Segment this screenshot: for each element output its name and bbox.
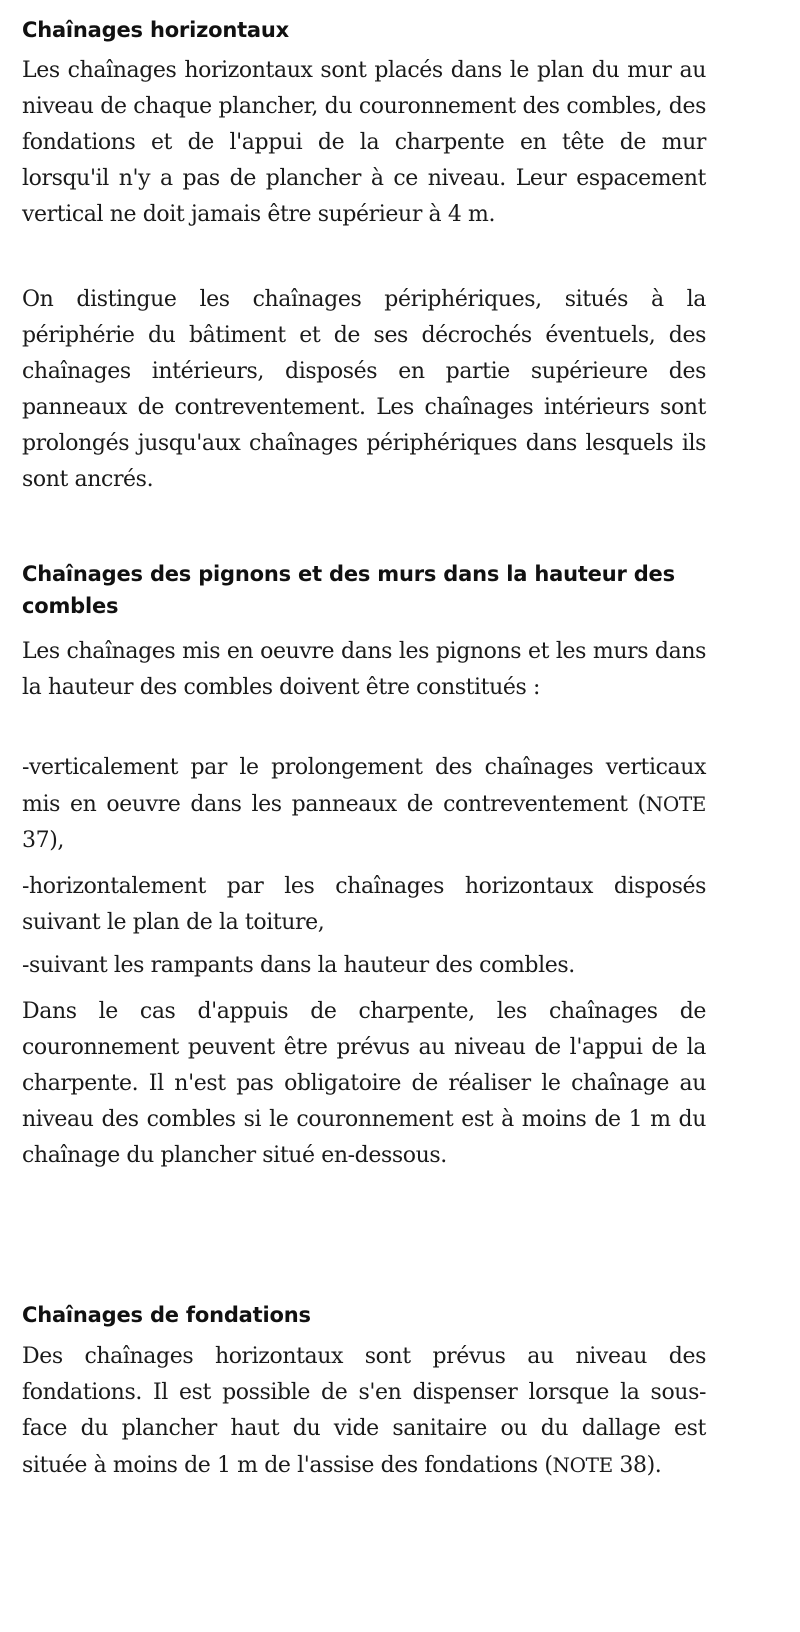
section-heading-chainages-fondations: Chaînages de fondations: [22, 1303, 311, 1327]
note-label: NOTE: [645, 792, 706, 816]
paragraph-chainages-horizontaux-1: Les chaînages horizontaux sont placés dans le plan du mur au niveau de chaque plancher, du couronnement des combles, des fondations et de l'appui de la charpente en tête de mur lorsqu'il n'y a pas de plancher à ce niveau. Leur espacement vertical ne doit jamais être supérieur à 4 m.: [22, 58, 706, 227]
section-heading-chainages-horizontaux: Chaînages horizontaux: [22, 18, 289, 42]
paragraph-pignons-rampants: -suivant les rampants dans la hauteur des combles.: [22, 953, 575, 978]
note-label: NOTE: [552, 1453, 613, 1477]
note-number: 38).: [612, 1453, 662, 1478]
section-heading-chainages-pignons: Chaînages des pignons et des murs dans la hauteur des combles: [22, 562, 675, 618]
paragraph-pignons-horizontalement: -horizontalement par les chaînages horizontaux disposés suivant le plan de la toiture,: [22, 874, 706, 935]
paragraph-chainages-horizontaux-2: On distingue les chaînages périphériques, situés à la périphérie du bâtiment et de ses décrochés éventuels, des chaînages intérieurs, disposés en partie supérieure des panneaux de contreventement. Les chaînages intérieurs sont prolongés jusqu'aux chaînages périphériques dans lesquels ils sont ancrés.: [22, 287, 706, 492]
note-number: 37),: [22, 828, 64, 853]
paragraph-pignons-verticalement: [22, 750, 706, 859]
paragraph-fondations: [22, 1339, 706, 1484]
text-fondations: Des chaînages horizontaux sont prévus au niveau des fondations. Il est possible de s'en dispenser lorsque la sous-face du plancher haut du vide sanitaire ou du dallage est située à moins de 1 m de l'assise des fondations (: [22, 1344, 706, 1478]
paragraph-pignons-intro: Les chaînages mis en oeuvre dans les pignons et les murs dans la hauteur des combles doivent être constitués :: [22, 639, 706, 700]
paragraph-pignons-appuis: Dans le cas d'appuis de charpente, les chaînages de couronnement peuvent être prévus au niveau de l'appui de la charpente. Il n'est pas obligatoire de réaliser le chaînage au niveau des combles si le couronnement est à moins de 1 m du chaînage du plancher situé en-dessous.: [22, 999, 706, 1168]
text-verticalement: -verticalement par le prolongement des chaînages verticaux mis en oeuvre dans les panneaux de contreventement (: [22, 755, 706, 817]
